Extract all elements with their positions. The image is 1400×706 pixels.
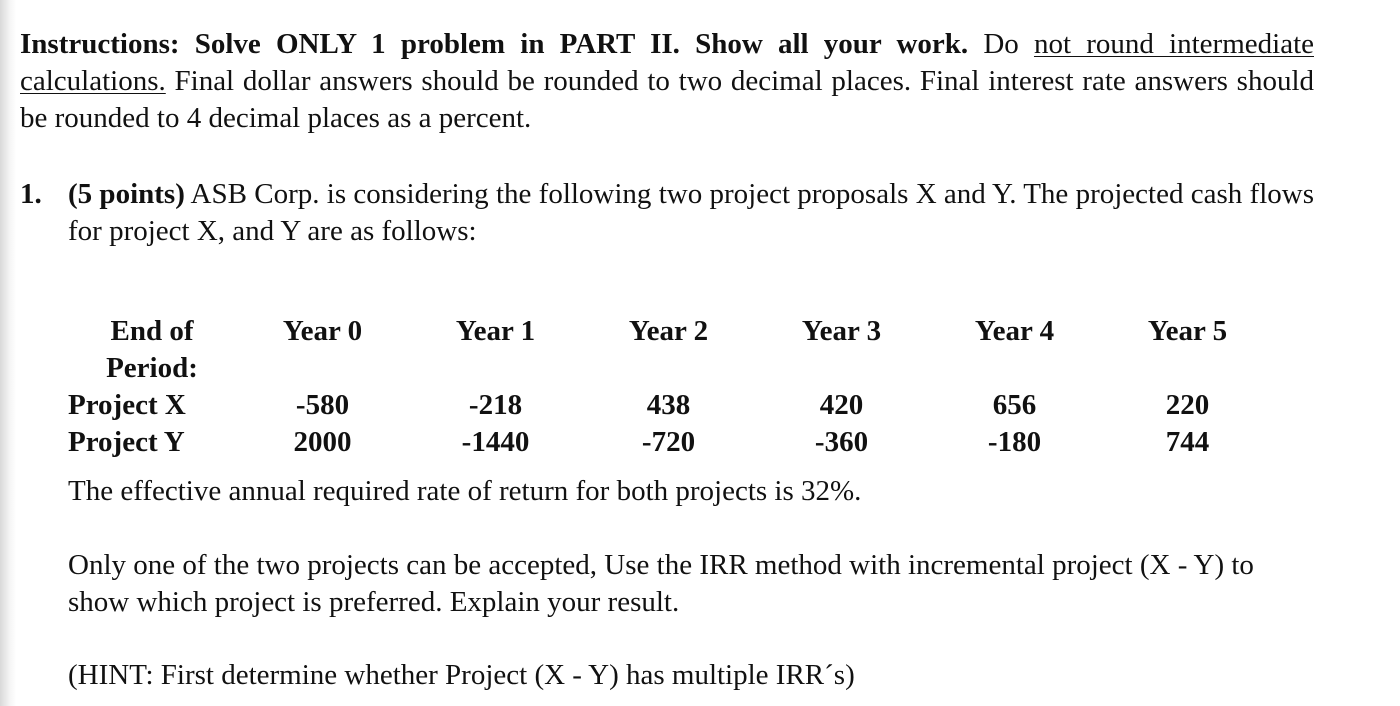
table-cell: -1440: [461, 426, 530, 458]
question-1: [20, 176, 1314, 250]
instructions-do: Do: [968, 28, 1034, 60]
table-cell: 220: [1165, 389, 1210, 421]
instructions-paragraph: [20, 26, 1314, 137]
required-rate-text: The effective annual required rate of return for both projects is 32%.: [68, 475, 862, 507]
question-points: (5 points): [68, 178, 185, 210]
instructions-lead: Instructions: Solve ONLY 1 problem in PART II. Show all your work.: [20, 28, 969, 60]
year-header: Year 5: [1147, 315, 1228, 347]
year-header: Year 1: [455, 315, 536, 347]
question-text: [68, 176, 1314, 250]
row-label: Project X: [68, 389, 186, 421]
table-cell: -720: [641, 426, 696, 458]
year-header: Year 0: [282, 315, 363, 347]
row-label: Project Y: [68, 426, 185, 458]
instructions-rest: Final dollar answers should be rounded to two decimal places. Final interest rate answers should be rounded to 4 decimal places as a percent.: [20, 65, 1314, 134]
page-edge-shadow: [0, 0, 16, 706]
table-cell: -180: [987, 426, 1042, 458]
table-header-row-2: [68, 350, 1274, 387]
hint-text: (HINT: First determine whether Project (X - Y) has multiple IRR´s): [68, 659, 855, 691]
year-header: Year 4: [974, 315, 1055, 347]
table-cell: 2000: [293, 426, 352, 458]
year-header: Year 3: [801, 315, 882, 347]
document-page: [20, 26, 1314, 458]
question-number: 1.: [20, 178, 42, 210]
header-label-line1: End of: [110, 315, 194, 347]
table-cell: 420: [819, 389, 864, 421]
table-cell: -218: [468, 389, 523, 421]
table-row-project-y: [68, 424, 1274, 461]
cash-flow-table: [68, 313, 1274, 461]
table-header-row: [68, 313, 1274, 350]
table-cell: -360: [814, 426, 869, 458]
year-header: Year 2: [628, 315, 709, 347]
table-row-project-x: [68, 387, 1274, 424]
instructions-underlined: not round intermediate calculations.: [20, 28, 1314, 97]
table-cell: -580: [295, 389, 350, 421]
table-cell: 744: [1165, 426, 1210, 458]
question-body: ASB Corp. is considering the following two project proposals X and Y. The projected cash flows for project X, and Y are as follows:: [68, 178, 1314, 247]
header-label-line2: Period:: [106, 352, 198, 384]
table-cell: 438: [646, 389, 691, 421]
task-text: Only one of the two projects can be accepted, Use the IRR method with incremental project (X - Y) to show which project is preferred. Explain your result.: [68, 549, 1254, 618]
table-cell: 656: [992, 389, 1037, 421]
